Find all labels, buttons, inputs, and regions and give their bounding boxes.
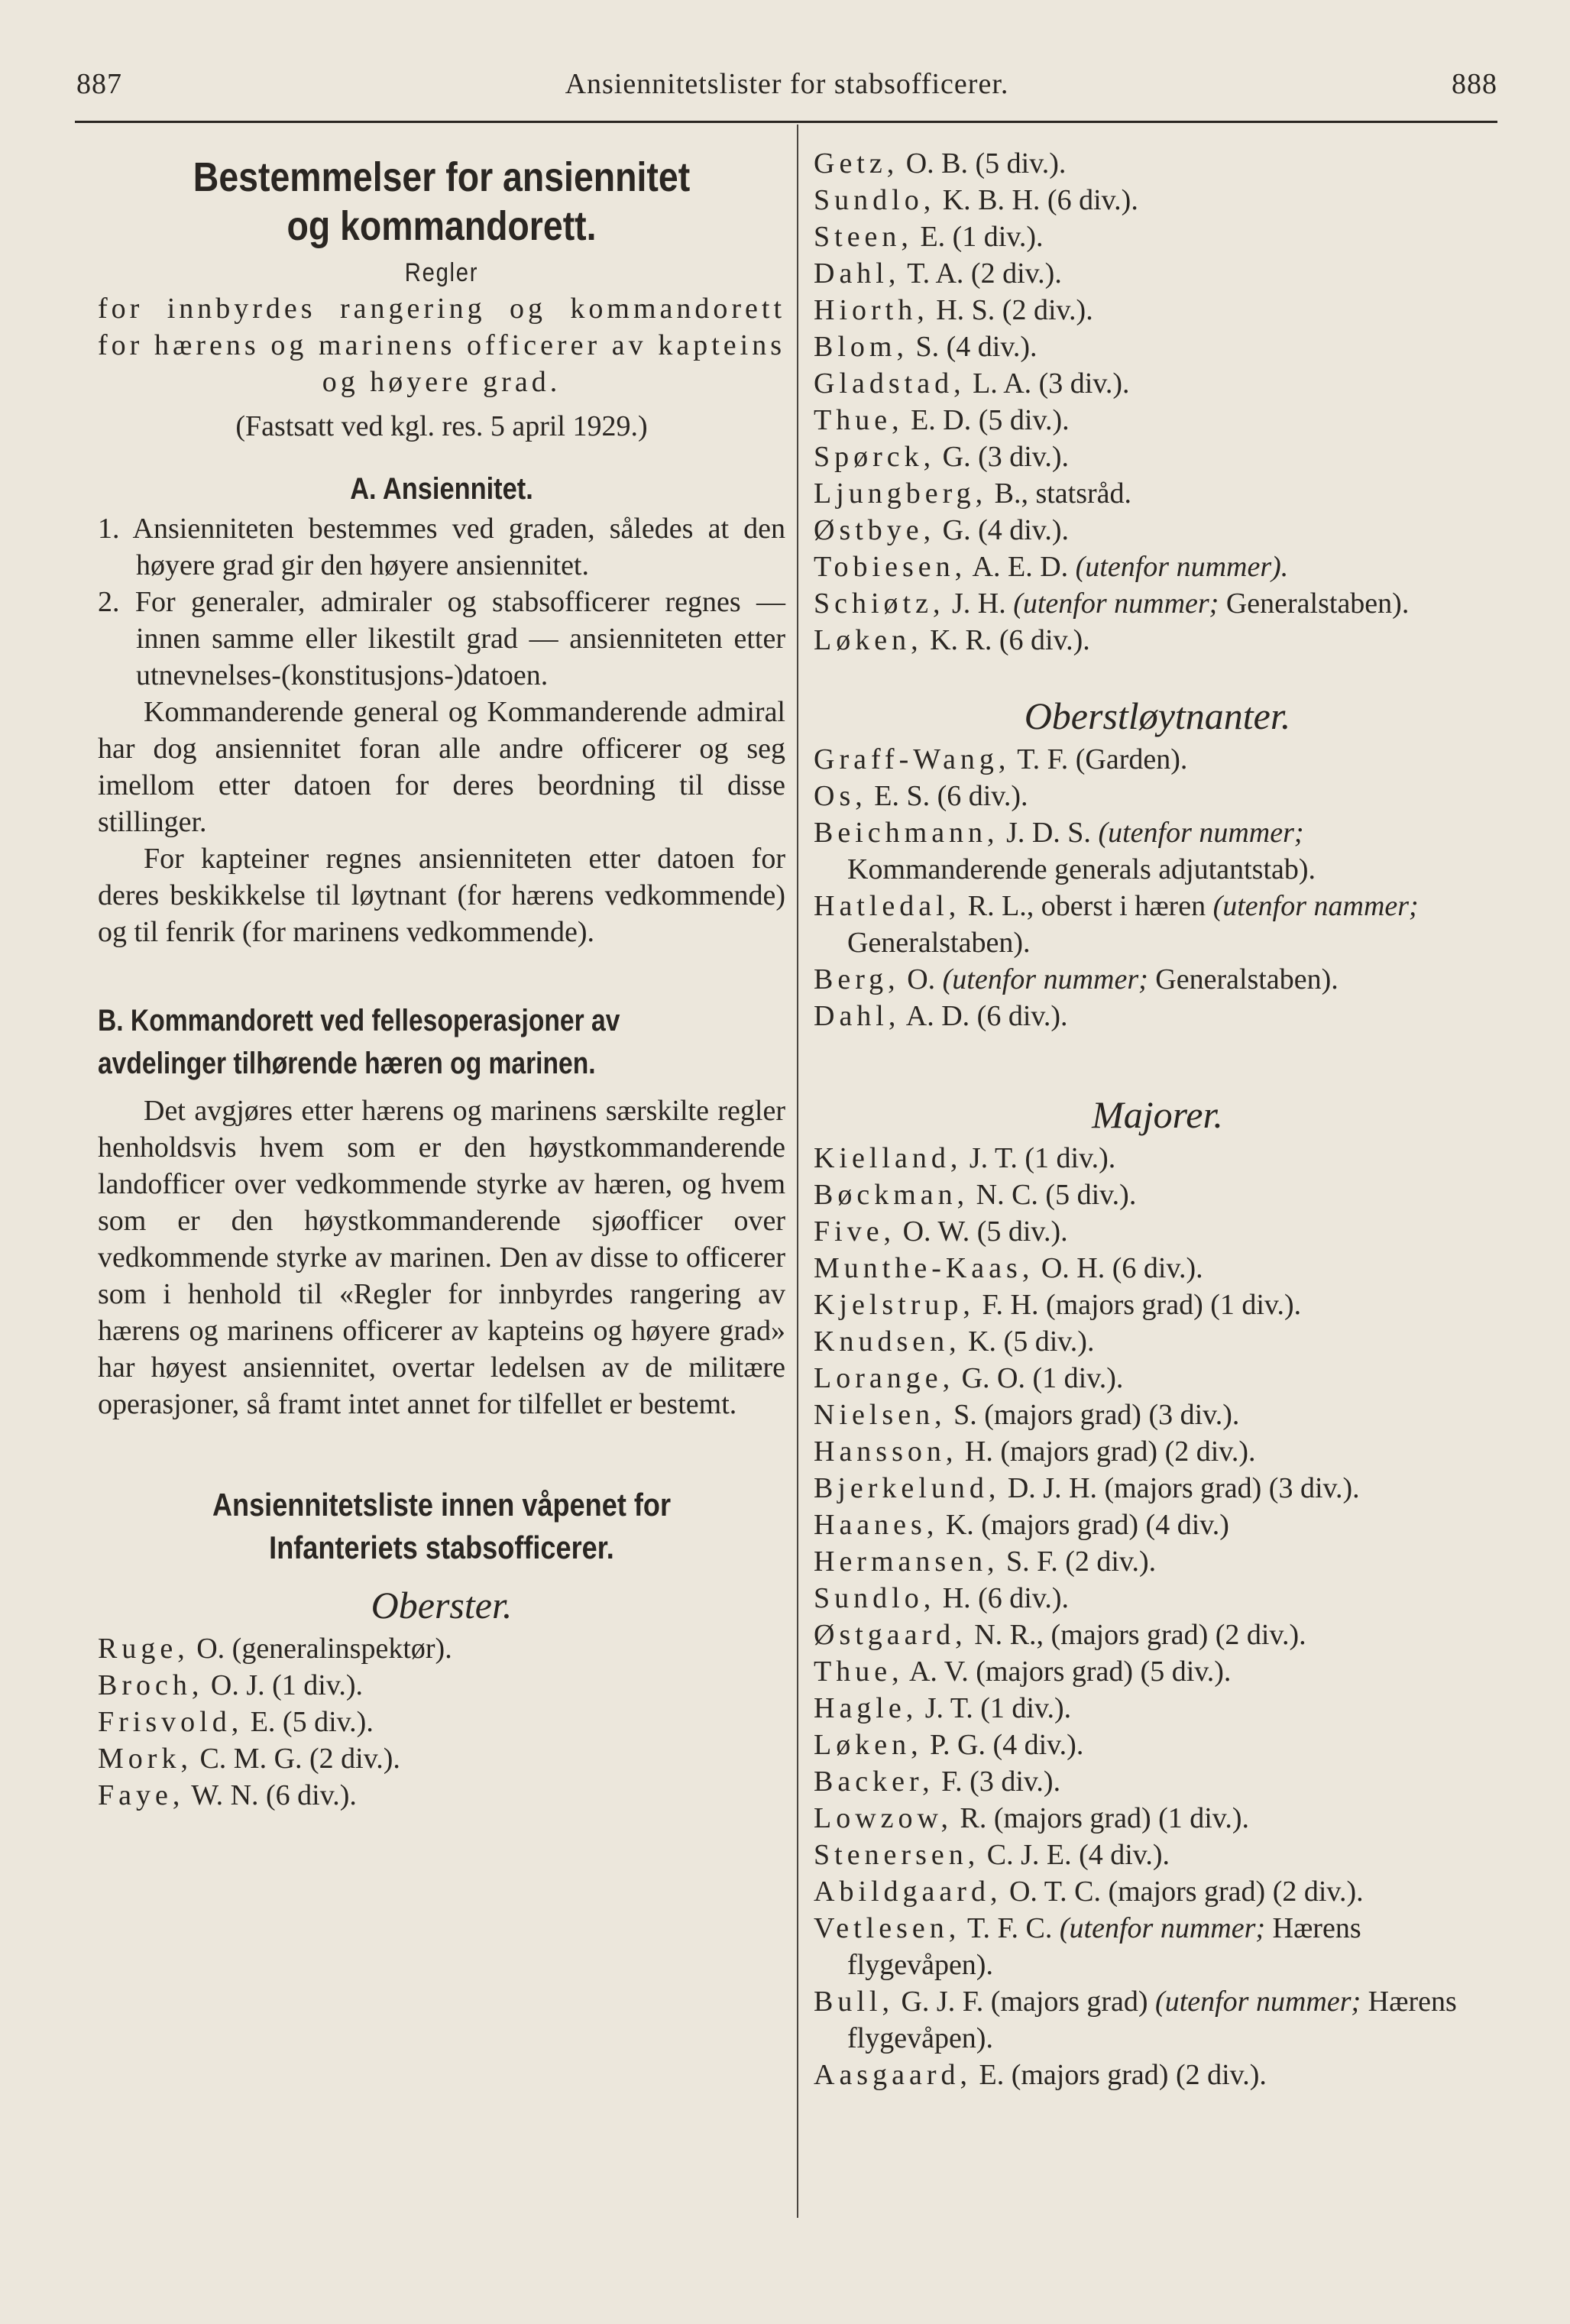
list-item: Ljungberg, B., statsråd. [814, 477, 1132, 510]
page-number-right: 888 [1452, 68, 1497, 100]
list-item: Dahl, A. D. (6 div.). [814, 1000, 1068, 1032]
list-heading-line2: Infanteriets stabsofficerer. [269, 1529, 614, 1565]
list-item: Faye, W. N. (6 div.). [98, 1779, 357, 1811]
section-b-text: Det avgjøres etter hærens og marinens særskilte regler henholdsvis hvem som er den høystkommanderende landofficer over vedkommende styrke av hæren, og hvem som er den høystkommanderende sjøofficer over vedkommende styrke av marinen. Den av disse to officerer som i henhold til «Regler for innbyrdes rangering av hærens og marinens officerer av kapteins og høyere grad» har høyest ansiennitet, overtar ledelsen av de militære operasjoner, så framt intet annet for tilfellet er bestemt. [98, 1095, 785, 1420]
left-column [98, 153, 785, 1814]
list-item: Østgaard, N. R., (majors grad) (2 div.). [814, 1619, 1306, 1651]
page-header [76, 67, 1497, 113]
list-item: Vetlesen, T. F. C. (utenfor nummer; Hærens flygevåpen). [814, 1912, 1361, 1981]
list-heading-line1: Ansiennitetsliste innen våpenet for [212, 1487, 672, 1523]
list-item: Steen, E. (1 div.). [814, 221, 1044, 253]
list-item: Sundlo, K. B. H. (6 div.). [814, 184, 1138, 216]
main-title-line1: Bestemmelser for ansiennitet [193, 154, 691, 200]
list-item: Broch, O. J. (1 div.). [98, 1669, 364, 1701]
list-item: Munthe-Kaas, O. H. (6 div.). [814, 1252, 1203, 1284]
list-item: Bjerkelund, D. J. H. (majors grad) (3 div.). [814, 1472, 1360, 1504]
oberstloytnanter-list [814, 741, 1501, 1034]
majorer-heading: Majorer. [1092, 1093, 1223, 1136]
list-item: Sundlo, H. (6 div.). [814, 1582, 1070, 1614]
oberster-list-continued [814, 145, 1501, 659]
regler-text: for innbyrdes rangering og kommandorett for hærens og marinens officerer av kapteins og høyere grad. [98, 293, 785, 398]
section-a-heading: A. Ansiennitet. [350, 472, 533, 506]
list-item: Kjelstrup, F. H. (majors grad) (1 div.). [814, 1289, 1302, 1321]
list-item: Thue, A. V. (majors grad) (5 div.). [814, 1656, 1232, 1688]
list-item: Hansson, H. (majors grad) (2 div.). [814, 1436, 1256, 1468]
section-b-heading-line1: B. Kommandorett ved fellesoperasjoner av [98, 1004, 620, 1037]
list-item: Beichmann, J. D. S. (utenfor nummer; Kommanderende generals adjutantstab). [814, 817, 1316, 885]
page-number-left: 887 [76, 68, 122, 100]
list-item: Abildgaard, O. T. C. (majors grad) (2 div.). [814, 1876, 1364, 1908]
list-item: Os, E. S. (6 div.). [814, 780, 1028, 812]
list-item: Thue, E. D. (5 div.). [814, 404, 1070, 436]
section-b-heading-line2: avdelinger tilhørende hæren og marinen. [98, 1047, 596, 1080]
list-item: Kielland, J. T. (1 div.). [814, 1142, 1116, 1174]
list-item: Schiøtz, J. H. (utenfor nummer; Generalstaben). [814, 587, 1410, 620]
list-item: Østbye, G. (4 div.). [814, 514, 1069, 546]
list-item: Stenersen, C. J. E. (4 div.). [814, 1839, 1170, 1871]
running-title: Ansiennitetslister for stabsofficerer. [565, 68, 1009, 100]
list-item: Bøckman, N. C. (5 div.). [814, 1179, 1137, 1211]
regler-heading: Regler [404, 258, 479, 287]
list-item: Løken, K. R. (6 div.). [814, 624, 1090, 656]
oberster-list [98, 1630, 785, 1814]
main-title-line2: og kommandorett. [286, 203, 597, 249]
list-item: Frisvold, E. (5 div.). [98, 1706, 374, 1738]
list-item: Hatledal, R. L., oberst i hæren (utenfor nammer; Generalstaben). [814, 890, 1419, 959]
list-item: Lorange, G. O. (1 div.). [814, 1362, 1124, 1394]
majorer-list [814, 1140, 1501, 2093]
oberster-heading: Oberster. [371, 1584, 513, 1626]
list-item: Tobiesen, A. E. D. (utenfor nummer). [814, 551, 1289, 583]
fastsatt-note: (Fastsatt ved kgl. res. 5 april 1929.) [235, 410, 648, 442]
list-item: Hermansen, S. F. (2 div.). [814, 1546, 1157, 1578]
list-item: Bull, G. J. F. (majors grad) (utenfor nummer; Hærens flygevåpen). [814, 1986, 1457, 2054]
list-item: Nielsen, S. (majors grad) (3 div.). [814, 1399, 1240, 1431]
list-item: Backer, F. (3 div.). [814, 1766, 1061, 1798]
list-item: Løken, P. G. (4 div.). [814, 1729, 1084, 1761]
right-column [814, 145, 1501, 2093]
list-item: Knudsen, K. (5 div.). [814, 1325, 1095, 1358]
section-a-paragraph: Kommanderende general og Kommanderende admiral har dog ansiennitet foran alle andre officerer og seg imellom etter datoen for deres beordning til disse stillinger. [98, 696, 785, 838]
list-item: Hiorth, H. S. (2 div.). [814, 294, 1093, 326]
list-item: Aasgaard, E. (majors grad) (2 div.). [814, 2059, 1267, 2091]
list-item: Getz, O. B. (5 div.). [814, 147, 1067, 180]
section-a-item: 2. For generaler, admiraler og stabsofficerer regnes — innen samme eller likestilt grad — ansienniteten etter utnevnelses-(konstitusjons-)datoen. [98, 586, 785, 691]
list-item: Gladstad, L. A. (3 div.). [814, 367, 1130, 400]
list-item: Five, O. W. (5 div.). [814, 1215, 1068, 1248]
section-a-paragraph: For kapteiner regnes ansienniteten etter datoen for deres beskikkelse til løytnant (for hærens vedkommende) og til fenrik (for marinens vedkommende). [98, 843, 785, 948]
section-a-item: 1. Ansienniteten bestemmes ved graden, således at den høyere grad gir den høyere ansiennitet. [98, 513, 785, 581]
list-item: Blom, S. (4 div.). [814, 331, 1037, 363]
list-item: Haanes, K. (majors grad) (4 div.) [814, 1509, 1229, 1541]
header-rule [75, 121, 1497, 123]
list-item: Ruge, O. (generalinspektør). [98, 1633, 452, 1665]
oberstloytnanter-heading: Oberstløytnanter. [1024, 694, 1291, 737]
list-item: Mork, C. M. G. (2 div.). [98, 1743, 400, 1775]
list-item: Berg, O. (utenfor nummer; Generalstaben). [814, 963, 1339, 995]
list-item: Lowzow, R. (majors grad) (1 div.). [814, 1802, 1249, 1834]
list-item: Graff-Wang, T. F. (Garden). [814, 743, 1188, 775]
list-item: Dahl, T. A. (2 div.). [814, 257, 1062, 290]
column-divider [797, 125, 798, 2218]
list-item: Spørck, G. (3 div.). [814, 441, 1069, 473]
list-item: Hagle, J. T. (1 div.). [814, 1692, 1072, 1724]
